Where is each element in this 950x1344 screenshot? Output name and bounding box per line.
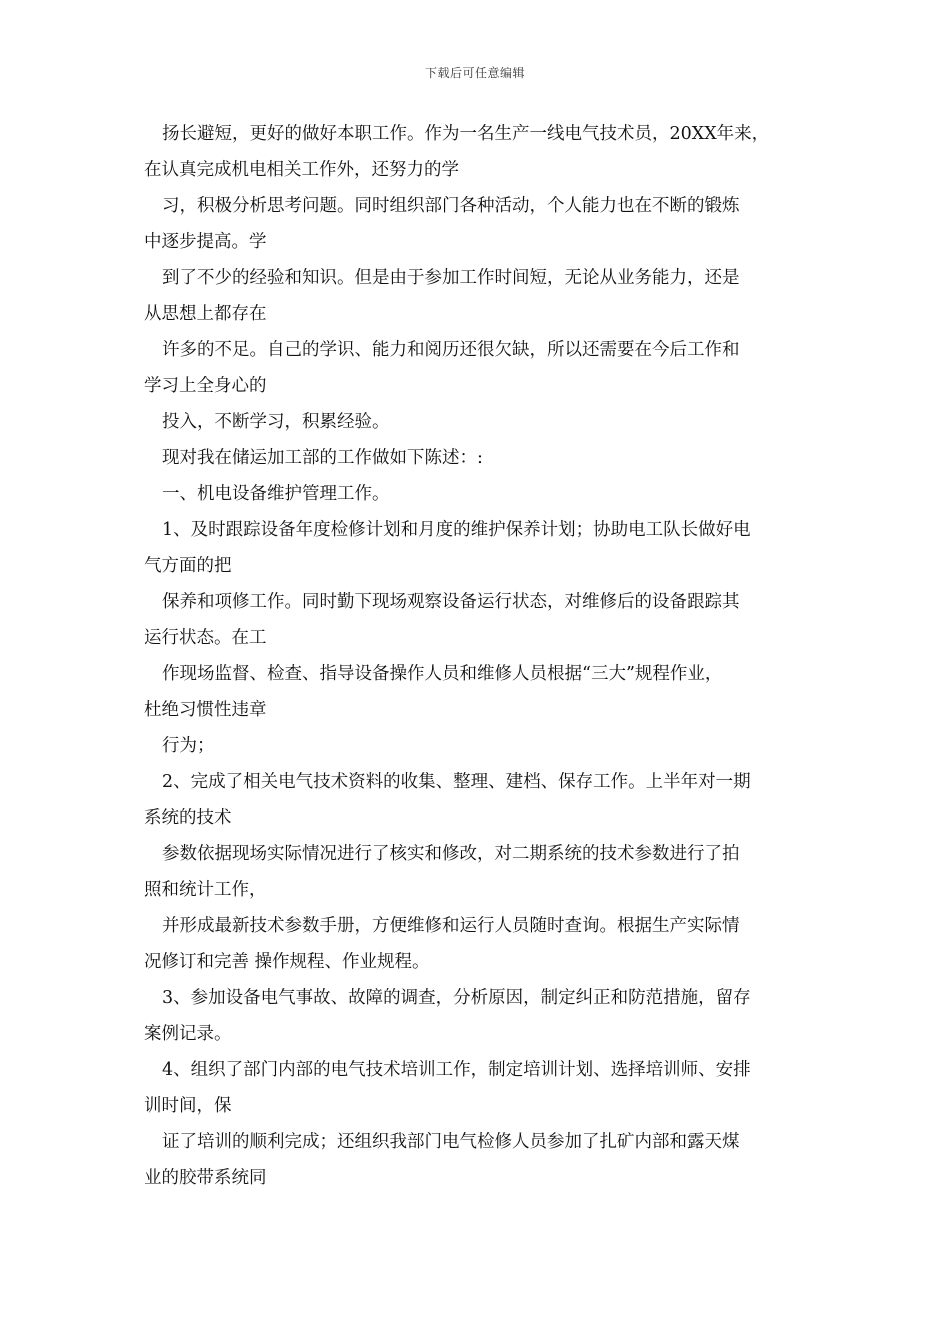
text-line: 一、机电设备维护管理工作。	[162, 484, 390, 504]
text-line: 案例记录。	[144, 1024, 232, 1044]
text-line: 许多的不足。自己的学识、能力和阅历还很欠缺，所以还需要在今后工作和	[162, 340, 740, 360]
text-line: 投入，不断学习，积累经验。	[162, 412, 390, 432]
text-line: 中逐步提高。学	[144, 232, 267, 252]
text-line: 现对我在储运加工部的工作做如下陈述：:	[162, 448, 483, 468]
text-line: 系统的技术	[144, 808, 232, 828]
text-line: 证了培训的顺利完成；还组织我部门电气检修人员参加了扎矿内部和露天煤	[162, 1132, 740, 1152]
text-line: 到了不少的经验和知识。但是由于参加工作时间短，无论从业务能力，还是	[162, 268, 740, 288]
text-line: 训时间，保	[144, 1096, 232, 1116]
text-line: 扬长避短，更好的做好本职工作。作为一名生产一线电气技术员，20XX年来，	[162, 124, 770, 144]
text-line: 习，积极分析思考问题。同时组织部门各种活动，个人能力也在不断的锻炼	[162, 196, 740, 216]
text-line: 3、参加设备电气事故、故障的调查，分析原因，制定纠正和防范措施，留存	[162, 988, 751, 1008]
text-line: 2、完成了相关电气技术资料的收集、整理、建档、保存工作。上半年对一期	[162, 772, 751, 792]
text-line: 1、及时跟踪设备年度检修计划和月度的维护保养计划；协助电工队长做好电	[162, 520, 751, 540]
text-line: 4、组织了部门内部的电气技术培训工作，制定培训计划、选择培训师、安排	[162, 1060, 751, 1080]
text-line: 从思想上都存在	[144, 304, 267, 324]
text-line: 并形成最新技术参数手册，方便维修和运行人员随时查询。根据生产实际情	[162, 916, 740, 936]
text-line: 况修订和完善 操作规程、作业规程。	[144, 952, 430, 972]
text-line: 作现场监督、检查、指导设备操作人员和维修人员根据“三大”规程作业，	[162, 664, 723, 684]
text-line: 行为；	[162, 736, 215, 756]
text-line: 参数依据现场实际情况进行了核实和修改，对二期系统的技术参数进行了拍	[162, 844, 740, 864]
page-header-note: 下载后可任意编辑	[424, 66, 525, 80]
text-line: 在认真完成机电相关工作外，还努力的学	[144, 160, 459, 180]
text-line: 气方面的把	[144, 556, 232, 576]
text-line: 照和统计工作，	[144, 880, 267, 900]
text-line: 杜绝习惯性违章	[144, 700, 267, 720]
text-line: 业的胶带系统同	[144, 1168, 267, 1188]
text-line: 学习上全身心的	[144, 376, 267, 396]
document-body	[144, 116, 824, 1196]
text-line: 保养和项修工作。同时勤下现场观察设备运行状态，对维修后的设备跟踪其	[162, 592, 740, 612]
text-line: 运行状态。在工	[144, 628, 267, 648]
